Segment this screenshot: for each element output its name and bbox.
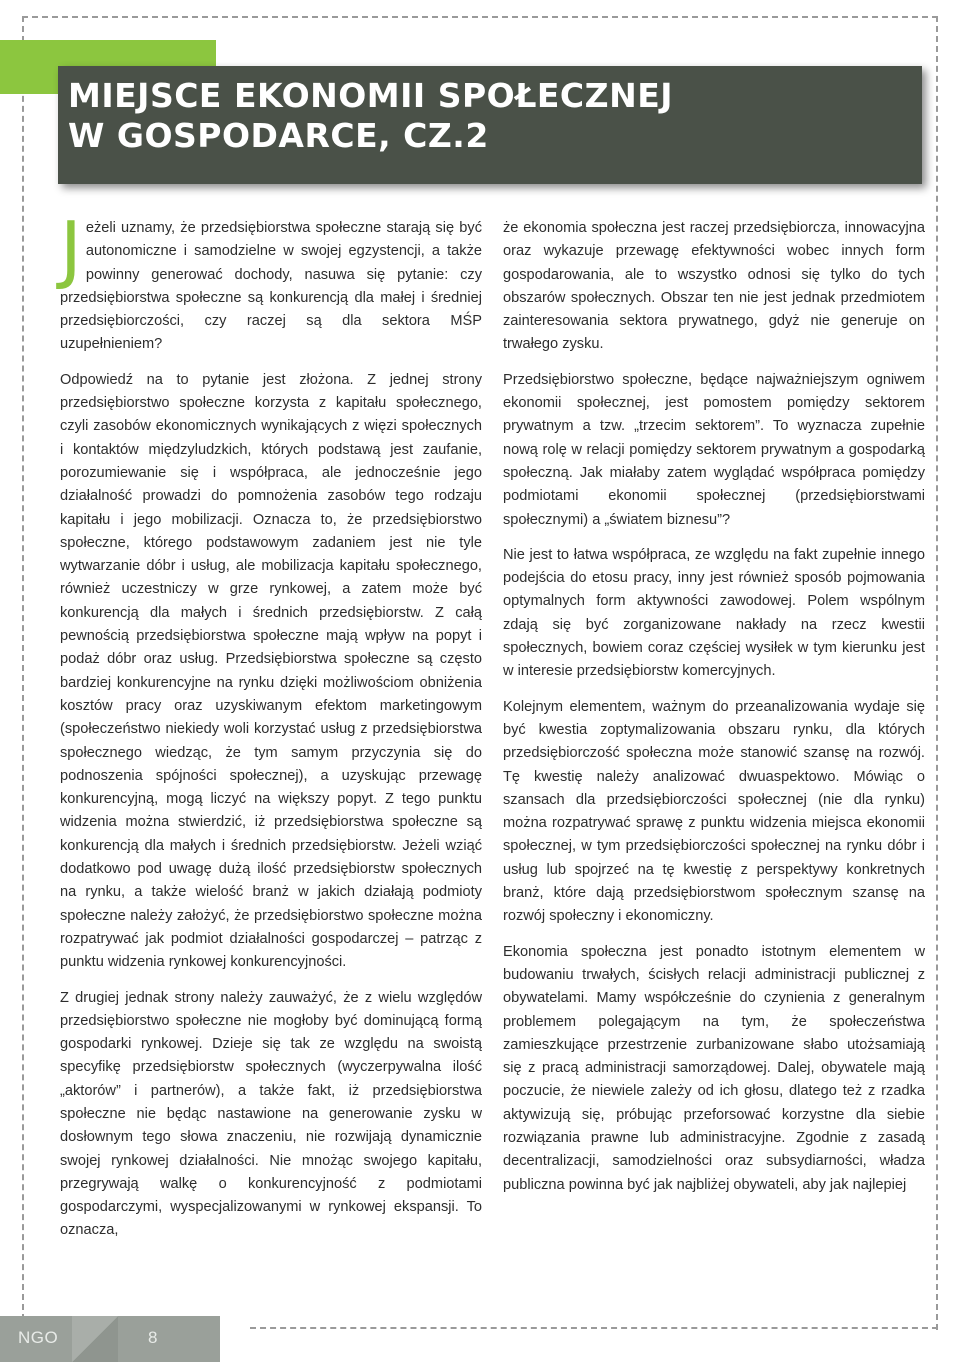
paragraph: Odpowiedź na to pytanie jest złożona. Z jednej strony przedsiębiorstwo społeczne korzysta z kapitału społecznego, czyli zasobów ekonomicznych wynikających z więzi społecznych i kontaktów międzyludzkich, których podstawą jest zaufanie, porozumiewanie się i współpraca, ale jednocześnie jego działalność prowadzi do pomnożenia zasobów tego rodzaju kapitału i jego mobilizacji. Oznacza to, że przedsiębiorstwo społeczne, którego podstawowym zadaniem jest nie tyle wytwarzanie dóbr i usług, ale mobilizacja kapitału społecznego, również uczestniczy w grze rynkowej, a zatem może być konkurencją dla małych i średnich przedsiębiorstw. Z całą pewnością przedsiębiorstwa społeczne mają wpływ na popyt i podaż dóbr oraz usług. Przedsiębiorstwa społeczne są często bardziej konkurencyjne na rynku dzięki możliwościom obniżenia kosztów pracy oraz uzyskiwanym efektom marketingowym (społeczeństwo niekiedy woli korzystać usług z przedsiębiorstwa społecznego wiedząc, że tym samym przyczynia się do podnoszenia spójności społecznej), a uzyskując przewagę konkurencyjną, mogą liczyć na większy popyt. Z tego punktu widzenia można stwierdzić, iż przedsiębiorstwa społeczne są konkurencją dla małych i średnich przedsiębiorstw. Jeżeli wziąć dodatkowo pod uwagę dużą ilość przedsiębiorstw społecznych na rynku, a także wielość branż w jakich działają podmioty społeczne należy założyć, że przedsiębiorstwo społeczne można rozpatrywać jak podmiot działalności gospodarczej – patrząc z punktu widzenia rynkowej konkurencyjności. — [60, 371, 482, 971]
paragraph: Przedsiębiorstwo społeczne, będące najważniejszym ogniwem ekonomii społecznej, jest pomostem pomiędzy sektorem prywatnym a tzw. „trzecim sektorem”. To wyznacza zupełnie nową rolę w relacji pomiędzy sektorem prywatnym a gospodarką społeczną. Jak miałaby zatem wyglądać współpraca pomiędzy podmiotami ekonomii społecznej (przedsiębiorstwami społecznymi) a „światem biznesu”? — [503, 371, 925, 528]
footer-dashed-line — [250, 1327, 938, 1329]
page-number: 8 — [148, 1328, 158, 1347]
title-line-2: W GOSPODARCE, CZ.2 — [68, 116, 489, 155]
page-title — [68, 76, 673, 156]
paragraph: Z drugiej jednak strony należy zauważyć, że z wielu względów przedsiębiorstwo społeczne nie mogłoby być dominującą formą gospodarki rynkowej. Dzieje się tak ze względu na swoistą specyfikę przedsiębiorstw społecznych (wyczerpywalna ilość „aktorów” i partnerów), a także fakt, iż przedsiębiorstwa społeczne nie będąc nastawione na generowanie zysku w dosłownym tego słowa znaczeniu, nie rozwijają dynamicznie swojej rynkowej działalności. Nie mnożąc swojego kapitału, przegrywają walkę o konkurencyjność z podmiotami gospodarczymi, wyspecjalizowanymi w rynkowej ekspansji. To oznacza, — [60, 989, 482, 1239]
drop-cap: J — [60, 206, 82, 292]
right-column — [503, 217, 925, 1209]
footer-label: NGO — [18, 1328, 59, 1347]
intro-paragraph — [60, 206, 482, 357]
title-line-1: MIEJSCE EKONOMII SPOŁECZNEJ — [68, 76, 674, 115]
left-column — [60, 206, 482, 1255]
paragraph: Ekonomia społeczna jest ponadto istotnym elementem w budowaniu trwałych, ścisłych relacji administracji publicznej z obywatelami. Mamy współcześnie do czynienia z generalnym problemem polegającym na tym, że społeczeństwa zamieszkujące przestrzenie zurbanizowane słabo utożsamiają się z pracą administracji samorządowej. Dalej, obywatele mają poczucie, że niewiele zależy od ich głosu, dlatego też z rzadka aktywizują się, próbując przeforsować korzystne dla siebie rozwiązania prawne lub administracyjne. Zgodnie z zasadą decentralizacji, samodzielności oraz subsydiarności, władza publiczna powinna być jak najbliżej obywateli, aby jak najlepiej — [503, 943, 925, 1193]
intro-text: eżeli uznamy, że przedsiębiorstwa społeczne starają się być autonomiczne i samodzielne w swojej egzystencji, a także powinny generować dochody, nasuwa się pytanie: czy przedsiębiorstwa społeczne są konkurencją dla małej i średniej przedsiębiorczości, czy raczej są dla sektora MŚP uzupełnieniem? — [60, 220, 482, 353]
title-banner — [58, 66, 922, 184]
paragraph: że ekonomia społeczna jest raczej przedsiębiorcza, innowacyjna oraz wykazuje przewagę efektywności wobec innych form gospodarowania, ale to wszystko odnosi się tylko do tych obszarów społecznych. Obszar ten nie jest jednak przedmiotem zainteresowania sektora prywatnego, gdyż nie generuje on trwałego zysku. — [503, 220, 925, 353]
paragraph: Kolejnym elementem, ważnym do przeanalizowania wydaje się być kwestia zoptymalizowania obszaru rynku, dla których przedsiębiorczość społeczna może stanowić szansę na rozwój. Tę kwestię należy analizować dwuaspektowo. Mówiąc o szansach dla przedsiębiorczości społecznej (nie dla rynku) można rozpatrywać sprawę z punktu widzenia miejsca ekonomii społecznej, w tym przedsiębiorczości społecznej na rynku dóbr i usług lub spojrzeć na tę kwestię z perspektywy konkretnych branż, które dają przedsiębiorstwom społecznym szansę na rozwój społeczny i ekonomiczny. — [503, 698, 925, 925]
footer-separator — [72, 1316, 118, 1362]
footer — [0, 1316, 220, 1362]
paragraph: Nie jest to łatwa współpraca, ze względu na fakt zupełnie innego podejścia do etosu pracy, inny jest również sposób pojmowania optymalnych form aktywności zawodowej. Polem wspólnym zdają się być zorganizowane nakłady na rzecz kwestii społecznych, bowiem coraz częściej wysiłek w tym kierunku jest w interesie przedsiębiorstw komercyjnych. — [503, 546, 925, 680]
